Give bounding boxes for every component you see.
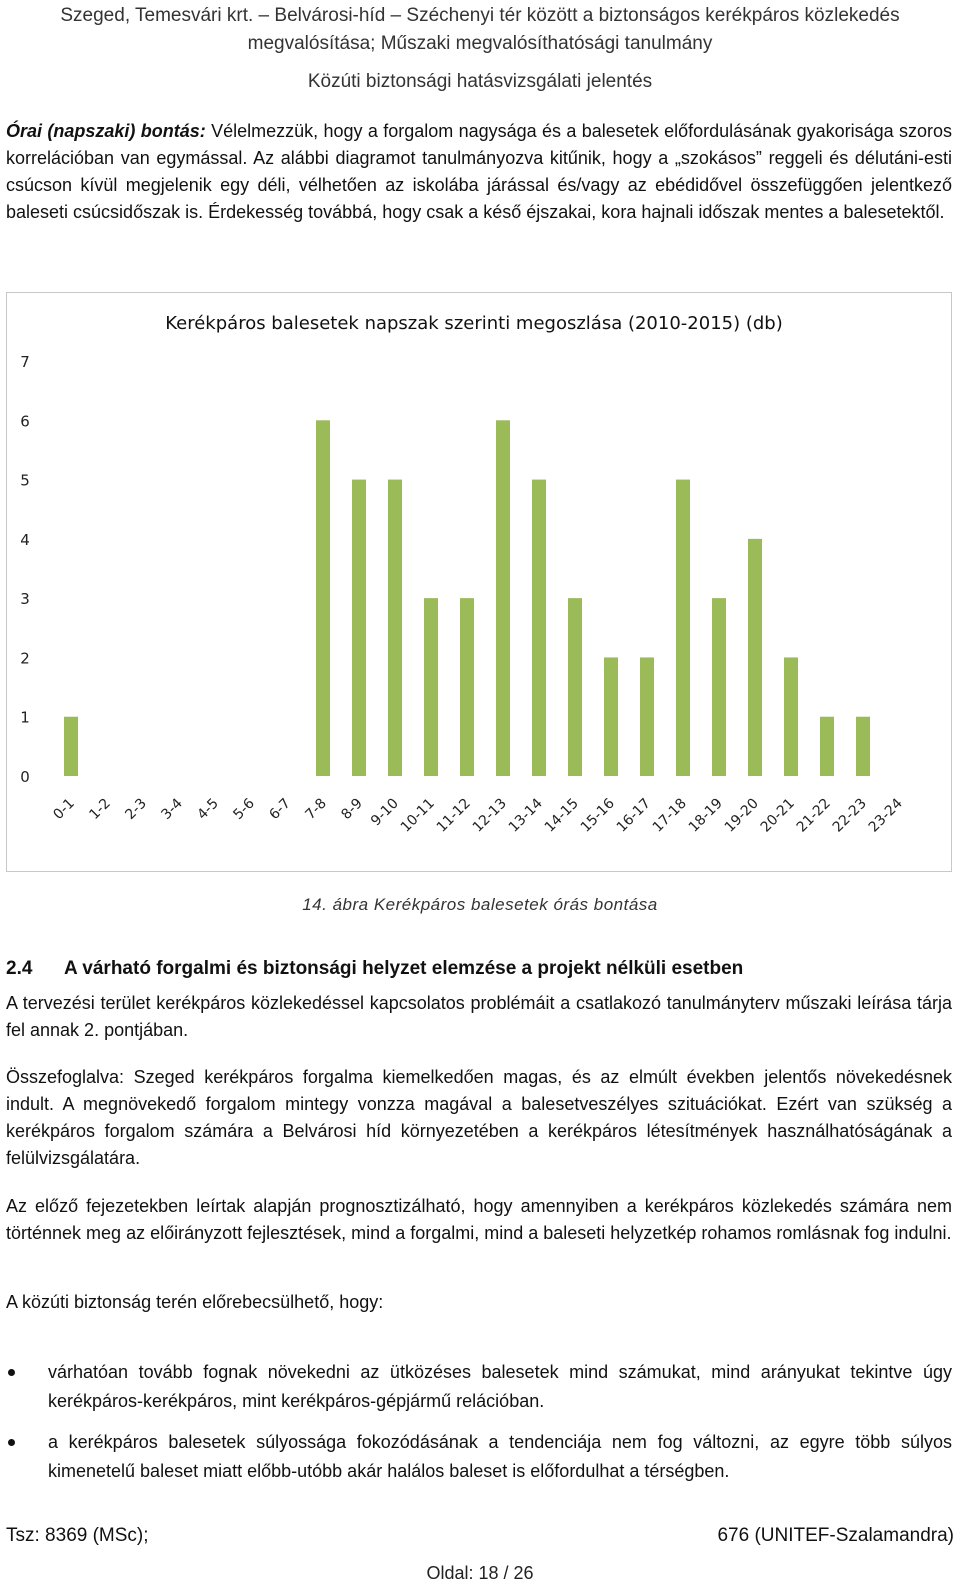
y-tick-label: 3 — [20, 590, 30, 609]
bar-chart — [6, 292, 952, 872]
footer-left: Tsz: 8369 (MSc); — [6, 1525, 149, 1546]
x-tick-label: 9-10 — [368, 795, 402, 830]
intro-text: Vélelmezzük, hogy a forgalom nagysága és a balesetek előfordulásának gyakorisága szoros korrelációban van egymással. Az alábbi diagramot tanulmányozva kitűnik, hogy a „szokásos” reggeli és délutáni-esti csúcson kívül megjelenik egy déli, vélhetően az iskolába járással és/vagy az ebédidővel összefüggően jelentkező baleseti csúcsidőszak is. Érdekesség továbbá, hogy csak a késő éjszakai, kora hajnali időszak mentes a balesetektől. — [6, 121, 952, 222]
y-tick-label: 2 — [20, 649, 30, 668]
x-tick-label: 14-15 — [541, 795, 582, 836]
document-header: Szeged, Temesvári krt. – Belvárosi-híd – Széchenyi tér között a biztonságos kerékpáros közlekedés megvalósítása; Műszaki megvalósíthatósági tanulmány — [60, 5, 900, 54]
x-tick-label: 3-4 — [158, 795, 186, 824]
bar-8-9 — [352, 480, 366, 776]
x-tick-label: 23-24 — [865, 795, 906, 836]
section-heading — [6, 958, 952, 980]
bar-14-15 — [568, 598, 582, 776]
bar-17-18 — [676, 480, 690, 776]
x-tick-label: 11-12 — [433, 795, 474, 836]
bar-20-21 — [784, 657, 798, 776]
bar-0-1 — [64, 717, 78, 776]
section-number: 2.4 — [6, 958, 33, 979]
list-item: várhatóan tovább fognak növekedni az ütközéses balesetek mind számukat, mind arányukat tekintve úgy kerékpáros-kerékpáros, mint kerékpáros-gépjármű relációban. — [6, 1358, 952, 1416]
y-tick-label: 6 — [20, 412, 30, 431]
x-tick-label: 7-8 — [302, 795, 330, 824]
bar-22-23 — [856, 717, 870, 776]
paragraph-3: Az előző fejezetekben leírtak alapján prognosztizálható, hogy amennyiben a kerékpáros közlekedés számára nem történnek meg az előirányzott fejlesztések, mind a forgalmi, mind a baleseti helyzetkép rohamos romlásnak fog indulni. — [6, 1196, 952, 1243]
bar-11-12 — [460, 598, 474, 776]
intro-lead: Órai (napszaki) bontás: — [6, 121, 206, 141]
x-tick-label: 15-16 — [577, 795, 618, 836]
bar-16-17 — [640, 657, 654, 776]
x-tick-label: 0-1 — [50, 795, 78, 824]
x-tick-label: 19-20 — [721, 795, 762, 836]
page-number: Oldal: 18 / 26 — [426, 1563, 534, 1583]
figure-caption: 14. ábra Kerékpáros balesetek órás bontása — [302, 895, 658, 914]
footer-right: 676 (UNITEF-Szalamandra) — [717, 1525, 954, 1546]
intro-paragraph — [6, 118, 952, 226]
x-tick-label: 4-5 — [194, 795, 222, 824]
x-tick-label: 13-14 — [505, 795, 546, 836]
bar-15-16 — [604, 657, 618, 776]
report-title: Közúti biztonsági hatásvizsgálati jelentés — [307, 71, 653, 92]
bullet-list — [6, 1358, 952, 1498]
chart-svg — [7, 293, 953, 873]
list-item: a kerékpáros balesetek súlyossága fokozódásának a tendenciája nem fog változni, az egyre több súlyos kimenetelű baleset miatt előbb-utóbb akár halálos baleset is előfordulhat a térségben. — [6, 1428, 952, 1486]
x-tick-label: 20-21 — [757, 795, 798, 836]
chart-title: Kerékpáros balesetek napszak szerinti megoszlása (2010-2015) (db) — [165, 313, 783, 334]
x-tick-label: 12-13 — [469, 795, 510, 836]
x-tick-label: 16-17 — [613, 795, 654, 836]
paragraph-2: Összefoglalva: Szeged kerékpáros forgalma kiemelkedően magas, és az elmúlt években jelentős növekedésnek indult. A megnövekedő forgalom mintegy vonzza magával a balesetveszélyes szituációkat. Ezért van szükség a kerékpáros forgalom számára a Belvárosi híd környezetében a kerékpáros létesítmények használhatóságának a felülvizsgálatára. — [6, 1067, 952, 1168]
y-tick-label: 5 — [20, 471, 30, 490]
bullet-icon — [8, 1369, 15, 1376]
bar-9-10 — [388, 480, 402, 776]
paragraph-4: A közúti biztonság terén előrebecsülhető, hogy: — [6, 1292, 384, 1312]
x-tick-label: 8-9 — [338, 795, 366, 824]
x-tick-label: 2-3 — [122, 795, 150, 824]
section-title: A várható forgalmi és biztonsági helyzet elemzése a projekt nélküli esetben — [64, 958, 744, 979]
y-tick-label: 1 — [20, 708, 30, 727]
bar-12-13 — [496, 420, 510, 776]
bar-7-8 — [316, 420, 330, 776]
x-tick-label: 5-6 — [230, 795, 258, 824]
y-tick-label: 7 — [20, 353, 30, 371]
paragraph-1: A tervezési terület kerékpáros közlekedéssel kapcsolatos problémáit a csatlakozó tanulmányterv műszaki leírása tárja fel annak 2. pontjában. — [6, 993, 952, 1040]
bullet-icon — [8, 1439, 15, 1446]
bar-10-11 — [424, 598, 438, 776]
x-tick-label: 6-7 — [266, 795, 294, 824]
x-tick-label: 21-22 — [793, 795, 834, 836]
x-tick-label: 1-2 — [86, 795, 114, 824]
x-tick-label: 22-23 — [829, 795, 870, 836]
bar-21-22 — [820, 717, 834, 776]
y-tick-label: 0 — [20, 768, 30, 786]
bar-18-19 — [712, 598, 726, 776]
x-tick-label: 18-19 — [685, 795, 726, 836]
bar-13-14 — [532, 480, 546, 776]
bar-19-20 — [748, 539, 762, 776]
x-tick-label: 17-18 — [649, 795, 690, 836]
x-tick-label: 10-11 — [397, 795, 438, 836]
y-tick-label: 4 — [20, 530, 30, 549]
